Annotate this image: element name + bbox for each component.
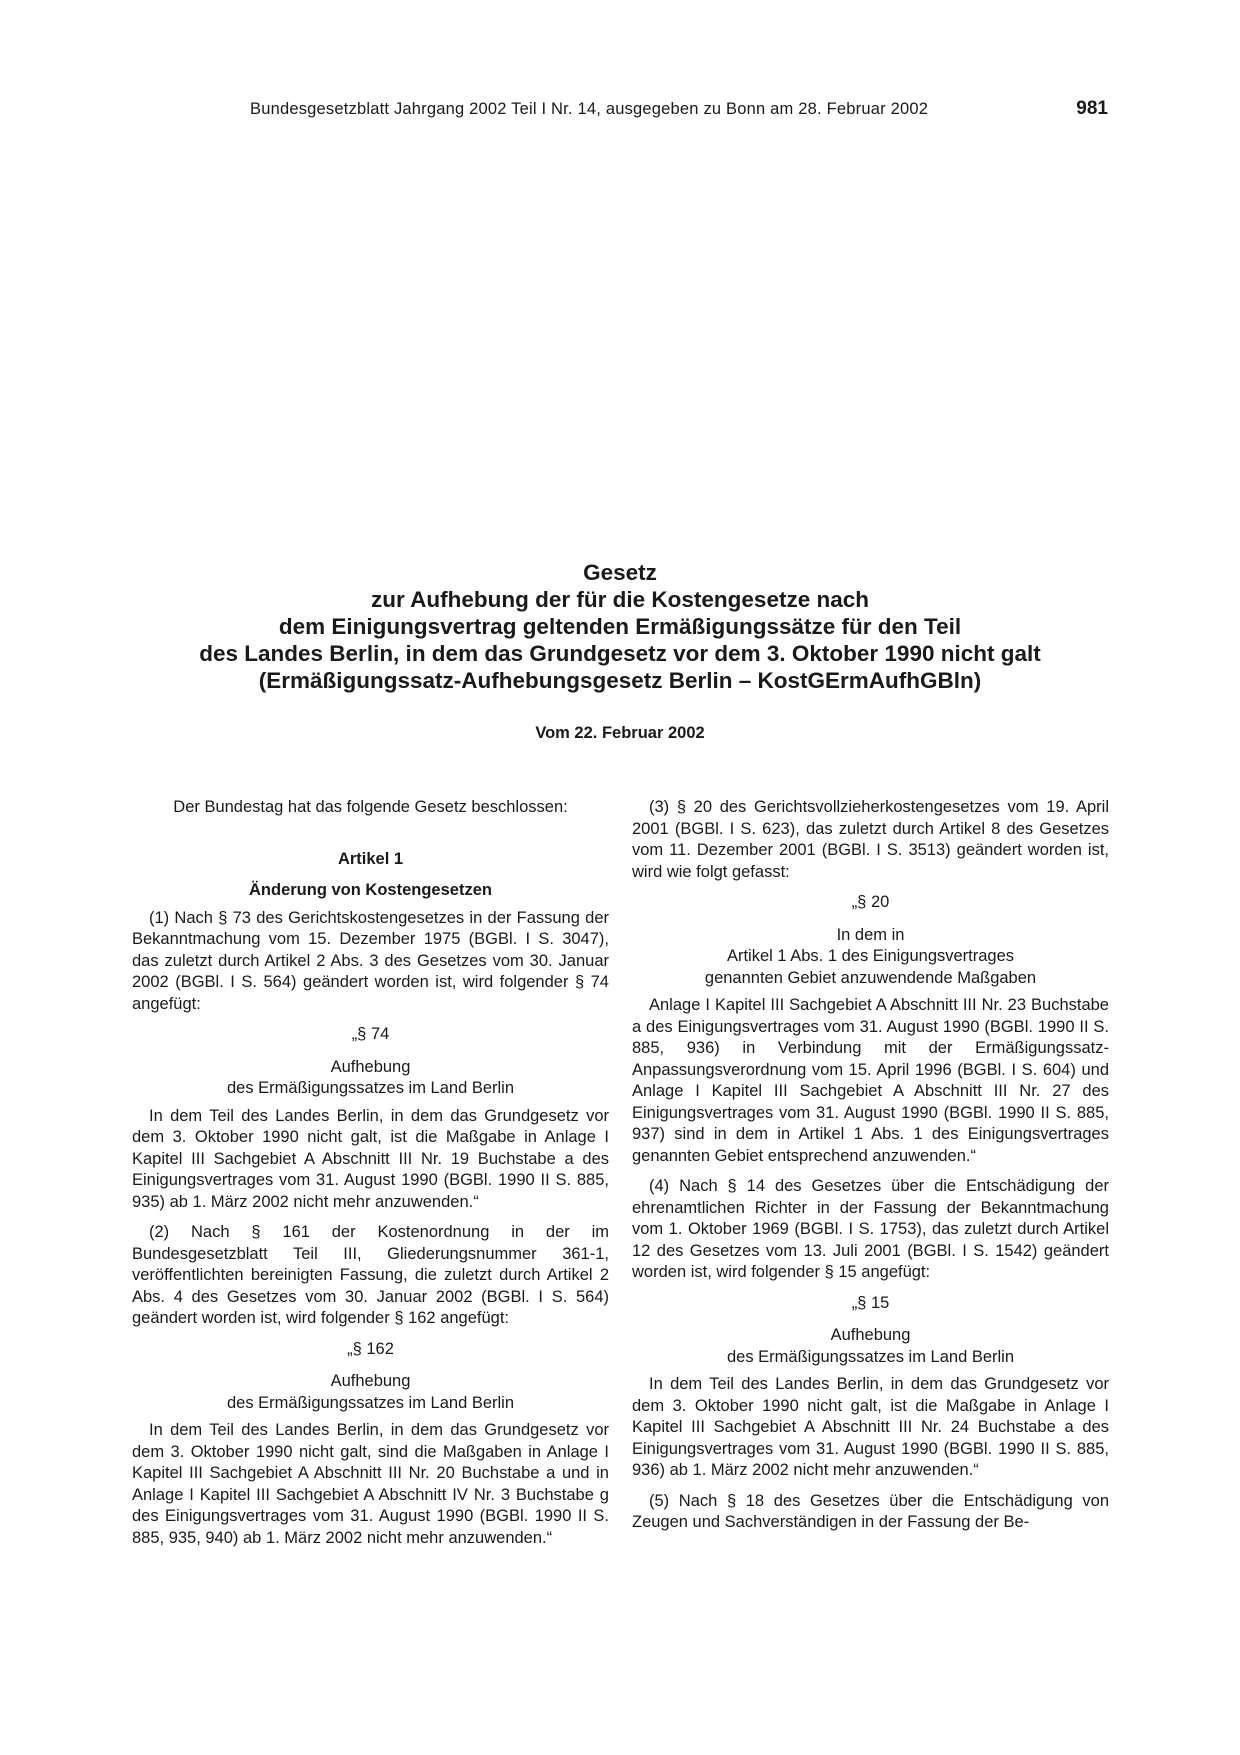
section-title-line: genannten Gebiet anzuwendende Maßgaben bbox=[704, 968, 1037, 987]
section-title-line: des Ermäßigungssatzes im Land Berlin bbox=[226, 1393, 515, 1412]
paragraph: In dem Teil des Landes Berlin, in dem das Grundgesetz vor dem 3. Oktober 1990 nicht galt, ist die Maßgabe in Anlage I Kapitel III Sachgebiet A Abschnitt III Nr. 19 Buchstabe a des Einigungsvertrages vom 31. August 1990 (BGBl. 1990 II S. 885, 935) ab 1. März 2002 nicht mehr anzuwenden.“ bbox=[132, 1106, 609, 1211]
paragraph: Anlage I Kapitel III Sachgebiet A Abschnitt III Nr. 23 Buchstabe a des Einigungsvertrages vom 31. August 1990 (BGBl. 1990 II S. 885, 936) in Verbindung mit der Ermäßigungssatz-Anpassungsverordnung vom 15. April 1996 (BGBl. I S. 604) und Anlage I Kapitel III Sachgebiet A Abschnitt III Nr. 27 des Einigungsvertrages vom 31. August 1990 (BGBl. 1990 II S. 885, 937) sind in dem in Artikel 1 Abs. 1 des Einigungsvertrages genannten Gebiet entsprechend anzuwenden.“ bbox=[632, 996, 1109, 1165]
section-title-line: Artikel 1 Abs. 1 des Einigungsvertrages bbox=[726, 947, 1015, 965]
paragraph: (3) § 20 des Gerichtsvollzieherkostengesetzes vom 19. April 2001 (BGBl. I S. 623), das zuletzt durch Artikel 8 des Gesetzes vom 11. Dezember 2001 (BGBl. I S. 3513) geändert worden ist, wird wie folgt gefasst: bbox=[632, 798, 1109, 881]
paragraph: In dem Teil des Landes Berlin, in dem das Grundgesetz vor dem 3. Oktober 1990 nicht galt, sind die Maßgaben in Anlage I Kapitel III Sachgebiet A Abschnitt III Nr. 20 Buchstabe a und in Anlage I Kapitel III Sachgebiet A Abschnitt IV Nr. 3 Buchstabe g des Einigungsvertrages vom 31. August 1990 (BGBl. 1990 II S. 885, 935, 940) ab 1. März 2002 nicht mehr anzuwenden.“ bbox=[132, 1421, 609, 1547]
section-number: „§ 74 bbox=[351, 1025, 390, 1043]
page-number: 981 bbox=[1076, 98, 1108, 119]
law-date: Vom 22. Februar 2002 bbox=[535, 724, 705, 742]
paragraph: (2) Nach § 161 der Kostenordnung in der im Bundesgesetzblatt Teil III, Gliederungsnummer 361-1, veröffentlichten bereinigten Fassung, die zuletzt durch Artikel 2 Abs. 4 des Gesetzes vom 30. Januar 2002 (BGBl. I S. 564) geändert worden ist, wird folgender § 162 angefügt: bbox=[132, 1223, 609, 1327]
section-title-line: In dem in bbox=[836, 925, 905, 944]
section-number: „§ 20 bbox=[851, 893, 890, 911]
right-column bbox=[632, 797, 1109, 1543]
section-title bbox=[132, 1371, 609, 1414]
article-subheading: Änderung von Kostengesetzen bbox=[249, 881, 492, 899]
section-number: „§ 15 bbox=[851, 1293, 890, 1312]
section-title-line: Aufhebung bbox=[830, 1326, 911, 1344]
section-title bbox=[132, 1057, 609, 1100]
title-line: (Ermäßigungssatz-Aufhebungsgesetz Berlin – KostGErmAufhGBln) bbox=[258, 668, 982, 693]
paragraph: (1) Nach § 73 des Gerichtskostengesetzes in der Fassung der Bekanntmachung vom 15. Dezember 1975 (BGBl. I S. 3047), das zuletzt durch Artikel 2 Abs. 3 des Gesetzes vom 30. Januar 2002 (BGBl. I S. 564) geändert worden ist, wird folgender § 74 angefügt: bbox=[132, 908, 609, 1013]
paragraph: In dem Teil des Landes Berlin, in dem das Grundgesetz vor dem 3. Oktober 1990 nicht galt, ist die Maßgabe in Anlage I Kapitel III Sachgebiet A Abschnitt III Nr. 24 Buchstabe a des Einigungsvertrages vom 31. August 1990 (BGBl. 1990 II S. 885, 936) ab 1. März 2002 nicht mehr anzuwenden.“ bbox=[632, 1375, 1109, 1479]
preamble: Der Bundestag hat das folgende Gesetz beschlossen: bbox=[173, 798, 568, 816]
title-line: Gesetz bbox=[583, 560, 657, 585]
section-title-line: des Ermäßigungssatzes im Land Berlin bbox=[226, 1079, 515, 1097]
left-column bbox=[132, 797, 609, 1558]
section-number: „§ 162 bbox=[347, 1339, 394, 1358]
title-line: dem Einigungsvertrag geltenden Ermäßigungssätze für den Teil bbox=[278, 614, 962, 639]
article-heading: Artikel 1 bbox=[337, 849, 404, 868]
section-title-line: Aufhebung bbox=[330, 1057, 411, 1076]
paragraph: (5) Nach § 18 des Gesetzes über die Entschädigung von Zeugen und Sachverständigen in der Fassung der Be- bbox=[632, 1491, 1109, 1531]
title-line: zur Aufhebung der für die Kostengesetze nach bbox=[371, 587, 869, 612]
section-title bbox=[632, 1325, 1109, 1368]
section-title-line: des Ermäßigungssatzes im Land Berlin bbox=[726, 1347, 1015, 1366]
law-title bbox=[120, 559, 1120, 694]
running-title: Bundesgesetzblatt Jahrgang 2002 Teil I Nr. 14, ausgegeben zu Bonn am 28. Februar 2002 bbox=[250, 100, 929, 118]
paragraph: (4) Nach § 14 des Gesetzes über die Entschädigung der ehrenamtlichen Richter in der Fassung der Bekanntmachung vom 1. Oktober 1969 (BGBl. I S. 1753), das zuletzt durch Artikel 12 des Gesetzes vom 13. Juli 2001 (BGBl. I S. 1542) geändert worden ist, wird folgender § 15 angefügt: bbox=[632, 1177, 1109, 1281]
section-title bbox=[632, 925, 1109, 990]
section-title-line: Aufhebung bbox=[330, 1372, 411, 1390]
title-line: des Landes Berlin, in dem das Grundgesetz vor dem 3. Oktober 1990 nicht galt bbox=[199, 641, 1041, 666]
